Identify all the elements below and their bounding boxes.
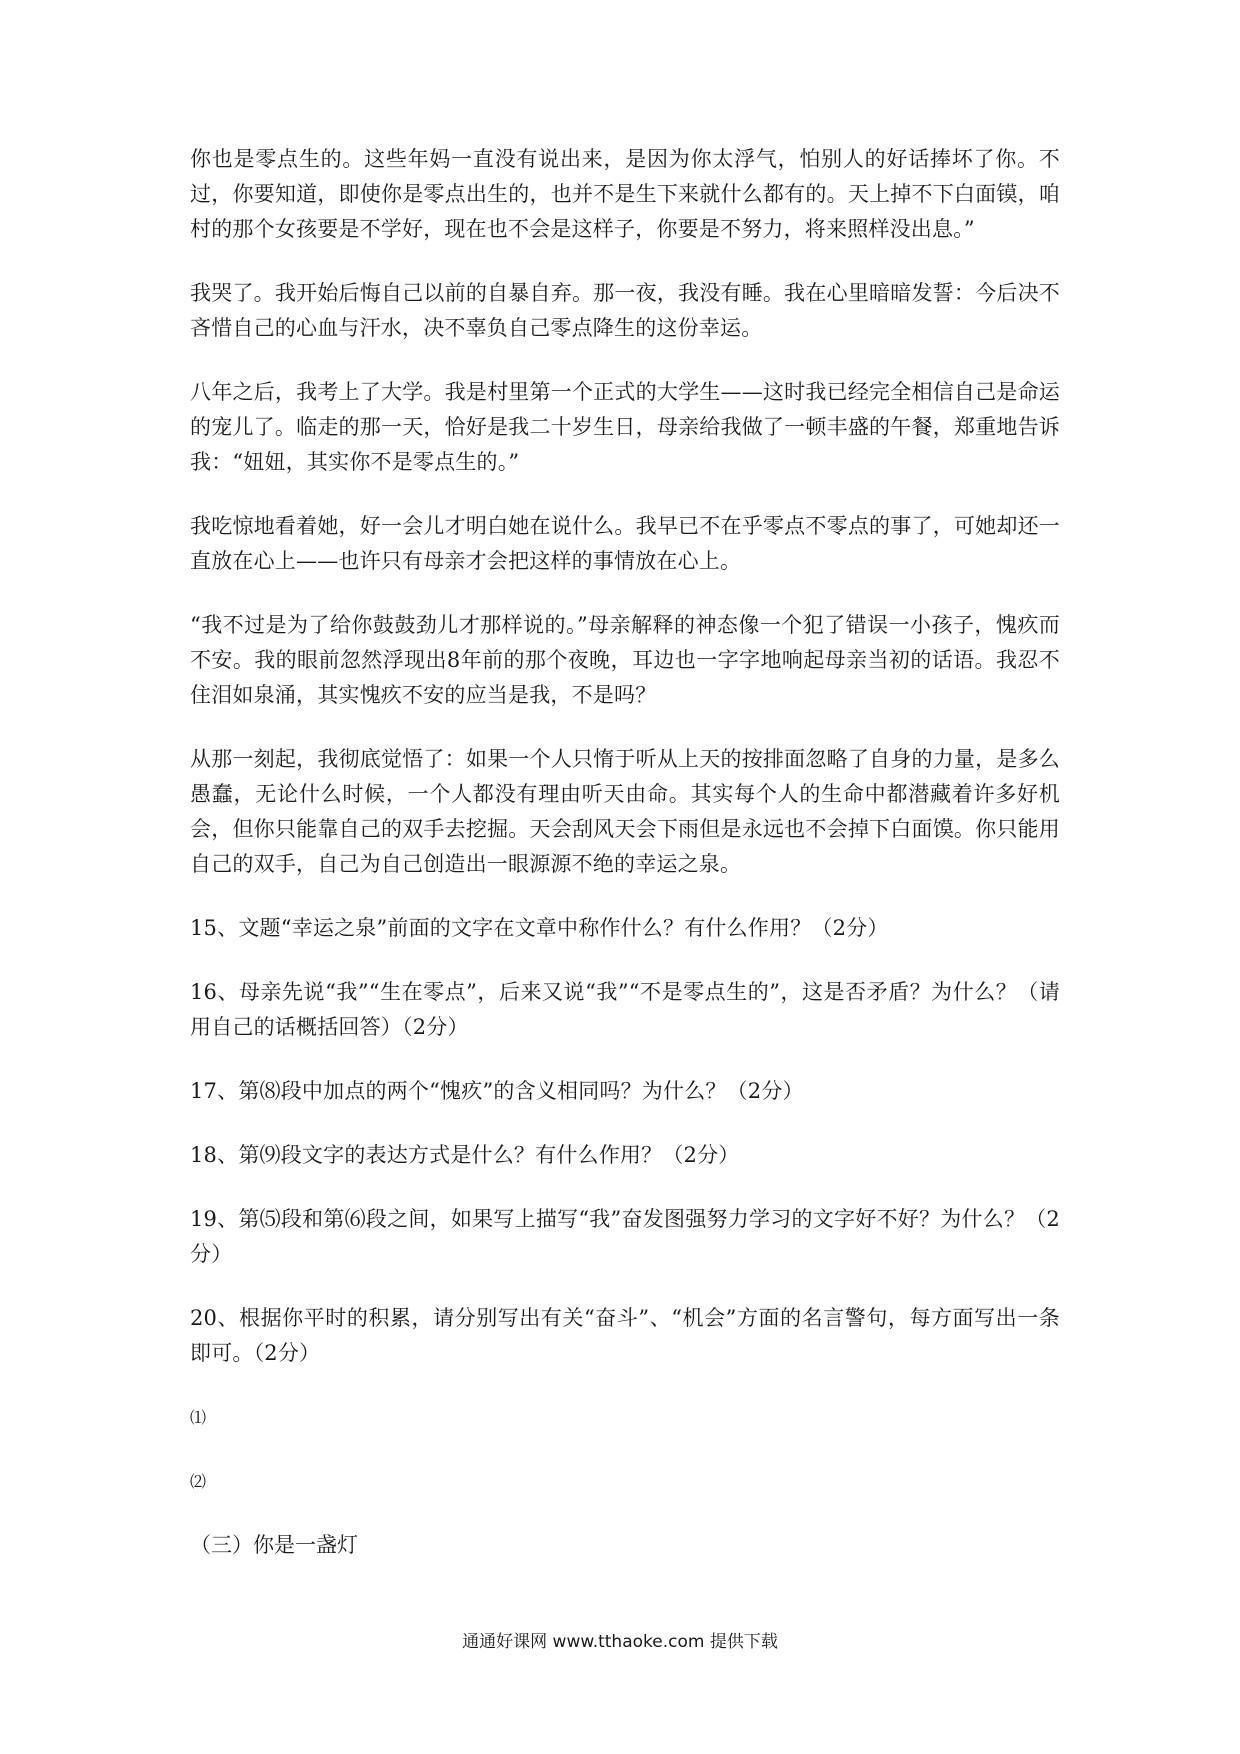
- question-19: 19、第⑸段和第⑹段之间，如果写上描写“我”奋发图强努力学习的文字好不好？为什么？（2分）: [190, 1207, 1060, 1266]
- story-paragraph-5: “我不过是为了给你鼓鼓劲儿才那样说的。”母亲解释的神态像一个犯了错误一小孩子，愧疚而不安。我的眼前忽然浮现出8年前的那个夜晚，耳边也一字字地响起母亲当初的话语。我忍不住泪如泉涌，其实愧疚不安的应当是我，不是吗？: [190, 613, 1060, 707]
- story-paragraph-3: 八年之后，我考上了大学。我是村里第一个正式的大学生——这时我已经完全相信自己是命运的宠儿了。临走的那一天，恰好是我二十岁生日，母亲给我做了一顿丰盛的午餐，郑重地告诉我：“妞妞，其实你不是零点生的。”: [190, 380, 1060, 474]
- question-18: 18、第⑼段文字的表达方式是什么？有什么作用？（2分）: [190, 1143, 740, 1167]
- question-15: 15、文题“幸运之泉”前面的文字在文章中称作什么？有什么作用？（2分）: [190, 916, 889, 940]
- story-paragraph-6: 从那一刻起，我彻底觉悟了：如果一个人只惰于听从上天的按排面忽略了自身的力量，是多么愚蠢，无论什么时候，一个人都没有理由听天由命。其实每个人的生命中都潜藏着许多好机会，但你只能靠自己的双手去挖掘。天会刮风天会下雨但是永远也不会掉下白面馍。你只能用自己的双手，自己为自己创造出一眼源源不绝的幸运之泉。: [190, 747, 1060, 876]
- story-paragraph-4: 我吃惊地看着她，好一会儿才明白她在说什么。我早已不在乎零点不零点的事了，可她却还一直放在心上——也许只有母亲才会把这样的事情放在心上。: [190, 514, 1060, 573]
- section-title: （三）你是一盏灯: [190, 1533, 358, 1557]
- question-20: 20、根据你平时的积累，请分别写出有关“奋斗”、“机会”方面的名言警句，每方面写出一条即可。（2分）: [190, 1306, 1060, 1365]
- story-paragraph-2: 我哭了。我开始后悔自己以前的自暴自弃。那一夜，我没有睡。我在心里暗暗发誓：今后决不吝惜自己的心血与汗水，决不辜负自己零点降生的这份幸运。: [190, 281, 1060, 340]
- answer-slot-1: ⑴: [190, 1408, 207, 1427]
- question-17: 17、第⑻段中加点的两个“愧疚”的含义相同吗？为什么？（2分）: [190, 1079, 804, 1103]
- story-paragraph-1: 你也是零点生的。这些年妈一直没有说出来，是因为你太浮气，怕别人的好话捧坏了你。不过，你要知道，即使你是零点出生的，也并不是生下来就什么都有的。天上掉不下白面镆，咱村的那个女孩要是不学好，现在也不会是这样子，你要是不努力，将来照样没出息。”: [190, 147, 1060, 241]
- answer-slot-2: ⑵: [190, 1472, 207, 1491]
- question-16: 16、母亲先说“我”“生在零点”，后来又说“我”“不是零点生的”，这是否矛盾？为什么？（请用自己的话概括回答）（2分）: [190, 980, 1060, 1039]
- page-footer: 通通好课网 www.tthaoke.com 提供下载: [462, 1632, 778, 1652]
- page-content: [190, 142, 1060, 1563]
